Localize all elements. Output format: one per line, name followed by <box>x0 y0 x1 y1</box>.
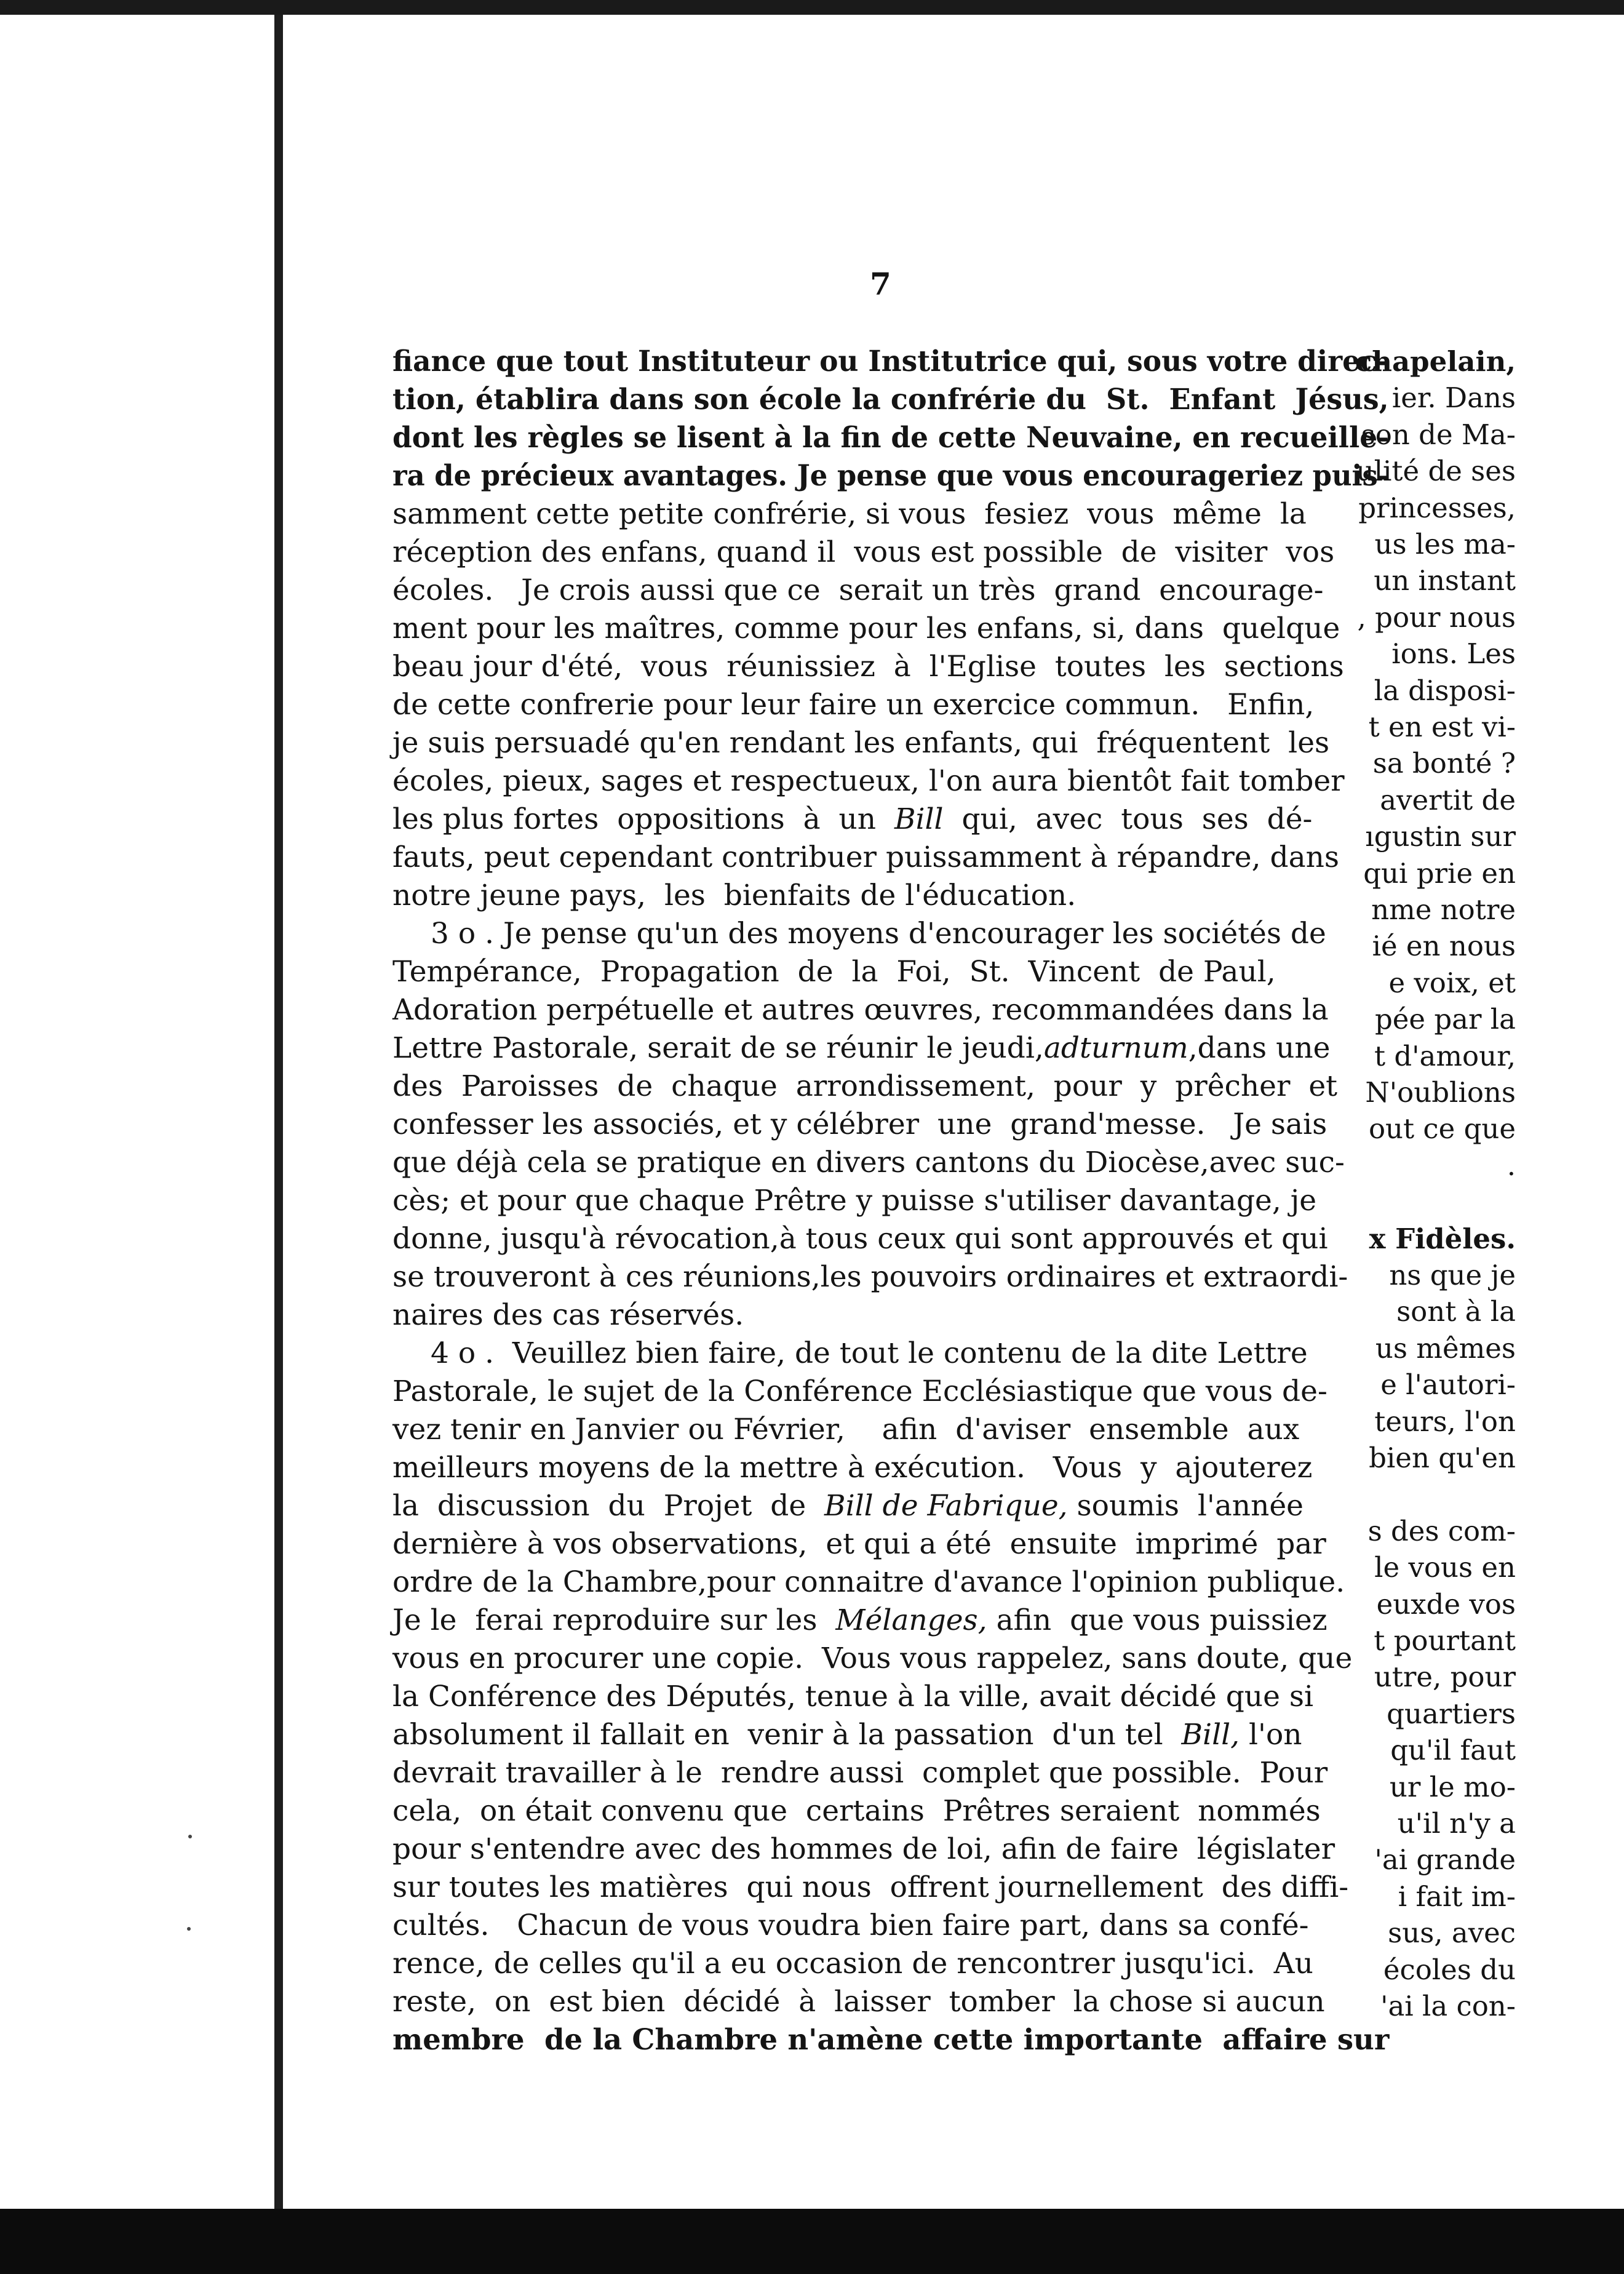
text-run: l'on <box>1240 1718 1302 1752</box>
text-run: des Paroisses de chaque arrondissement, pour y prêcher et <box>392 1069 1338 1103</box>
left-page-line: ié en nous <box>1372 930 1516 963</box>
italic-run: Bill <box>894 802 944 836</box>
text-run: absolument il fallait en venir à la passation d'un tel <box>392 1718 1182 1752</box>
text-run: Pastorale, le sujet de la Conférence Ecclésiastique que vous de- <box>392 1374 1327 1408</box>
left-page-line: nme notre <box>1371 893 1516 926</box>
text-run: pour s'entendre avec des hommes de loi, afin de faire législater <box>392 1832 1335 1866</box>
left-page-line: ier. Dans <box>1391 381 1516 415</box>
text-line <box>392 1526 1389 1563</box>
text-run: cultés. Chacun de vous voudra bien faire part, dans sa confé- <box>392 1909 1309 1942</box>
text-run: cela, on était convenu que certains Prêtres seraient nommés <box>392 1794 1321 1828</box>
italic-run: adturnum <box>1043 1031 1188 1065</box>
text-run: de cette confrerie pour leur faire un exercice commun. Enfin, <box>392 688 1315 722</box>
italic-run: Mélanges, <box>835 1603 987 1637</box>
text-run: notre jeune pays, les bienfaits de l'éducation. <box>392 879 1077 912</box>
left-page-line: x Fidèles. <box>1369 1222 1516 1255</box>
text-line <box>392 610 1389 647</box>
text-line <box>392 1373 1389 1410</box>
left-page-line: euxde vos <box>1376 1587 1516 1621</box>
text-line <box>392 687 1389 724</box>
left-page-line: teurs, l'on <box>1374 1405 1516 1438</box>
text-run: Tempérance, Propagation de la Foi, St. Vincent de Paul, <box>392 955 1276 989</box>
left-page-line: s des com- <box>1367 1514 1516 1547</box>
text-run: 3 o . Je pense qu'un des moyens d'encourager les sociétés de <box>431 917 1326 951</box>
text-line <box>392 877 1389 914</box>
left-page-line: princesses, <box>1358 491 1516 524</box>
text-line <box>392 1564 1389 1601</box>
left-page-line: bien qu'en <box>1369 1442 1516 1474</box>
text-run: sur toutes les matières qui nous offrent journellement des diffi- <box>392 1870 1349 1904</box>
text-line <box>392 534 1389 571</box>
text-line <box>392 801 1389 838</box>
left-page-line: out ce que <box>1368 1112 1516 1146</box>
text-line <box>392 458 1390 495</box>
text-line <box>392 1068 1389 1105</box>
text-run: meilleurs moyens de la mettre à exécution. Vous y ajouterez <box>392 1451 1313 1485</box>
text-run: ordre de la Chambre,pour connaitre d'avance l'opinion publique. <box>392 1565 1345 1599</box>
text-line <box>392 1602 1389 1639</box>
left-page-line: , pour nous <box>1357 600 1516 634</box>
left-page-line: t pourtant <box>1374 1624 1516 1657</box>
left-page <box>0 15 274 2209</box>
text-line <box>392 1259 1389 1296</box>
left-page-line: 'ai grande <box>1374 1843 1516 1877</box>
text-line <box>392 1183 1389 1219</box>
text-run: Je le ferai reproduire sur les <box>392 1603 836 1637</box>
left-page-line: la disposi- <box>1374 674 1516 707</box>
text-run: tion, établira dans son école la confrérie du St. Enfant Jésus, <box>392 383 1389 417</box>
left-page-line: son de Ma- <box>1361 418 1516 451</box>
text-line <box>392 1030 1389 1067</box>
text-run: écoles. Je crois aussi que ce serait un très grand encourage- <box>392 573 1324 607</box>
left-page-line: un instant <box>1374 564 1516 597</box>
text-line <box>431 916 1389 952</box>
text-line <box>392 648 1389 685</box>
text-line <box>392 763 1389 800</box>
speck <box>187 1927 191 1931</box>
text-line <box>392 1221 1389 1258</box>
left-page-line: us les ma- <box>1374 528 1516 561</box>
italic-run: Bill de Fabrique, <box>824 1489 1068 1523</box>
text-line <box>392 1640 1389 1677</box>
page-gutter <box>274 15 283 2209</box>
left-page-line: ulité de ses <box>1356 455 1516 488</box>
text-line <box>392 381 1389 418</box>
text-run: Adoration perpétuelle et autres œuvres, recommandées dans la <box>392 993 1329 1027</box>
text-line <box>392 1717 1389 1753</box>
text-run: ra de précieux avantages. Je pense que vous encourageriez puis- <box>392 459 1390 493</box>
top-edge <box>0 0 1624 15</box>
text-run: cès; et pour que chaque Prêtre y puisse s'utiliser davantage, je <box>392 1184 1317 1218</box>
text-run: naires des cas réservés. <box>392 1298 744 1332</box>
left-page-line: t en est vi- <box>1368 711 1516 743</box>
text-line <box>392 572 1389 609</box>
text-run: devrait travailler à le rendre aussi complet que possible. Pour <box>392 1756 1328 1790</box>
left-page-line: chapelain, <box>1355 345 1516 378</box>
left-page-line: sus, avec <box>1388 1917 1516 1950</box>
left-page-line: e voix, et <box>1388 966 1516 999</box>
left-page-line: e l'autori- <box>1380 1368 1516 1402</box>
speck <box>188 1835 192 1838</box>
text-run: la discussion du Projet de <box>392 1489 825 1523</box>
text-run: que déjà cela se pratique en divers cantons du Diocèse,avec suc- <box>392 1146 1345 1179</box>
text-line <box>392 1793 1389 1830</box>
text-run: les plus fortes oppositions à un <box>392 802 894 836</box>
text-line <box>431 1335 1389 1372</box>
text-run: 4 o . Veuillez bien faire, de tout le contenu de la dite Lettre <box>431 1336 1308 1370</box>
text-run: fauts, peut cependant contribuer puissamment à répandre, dans <box>392 840 1339 874</box>
left-page-line: quartiers <box>1387 1697 1516 1730</box>
text-line <box>392 1869 1389 1906</box>
text-line <box>392 1144 1389 1181</box>
text-line <box>392 1755 1389 1792</box>
left-page-line: ions. Les <box>1391 637 1516 671</box>
text-run: confesser les associés, et y célébrer une grand'messe. Je sais <box>392 1107 1327 1141</box>
text-run: ,dans une <box>1188 1031 1331 1065</box>
left-page-line: sa bonté ? <box>1372 747 1516 780</box>
text-line <box>392 1678 1389 1715</box>
text-line <box>392 1106 1389 1143</box>
text-line <box>392 992 1389 1029</box>
page-number: 7 <box>870 266 891 302</box>
left-page-line: avertit de <box>1380 783 1516 816</box>
text-line <box>392 1907 1389 1944</box>
text-line <box>392 343 1389 380</box>
left-page-line: . <box>1507 1149 1516 1182</box>
left-page-line: i fait im- <box>1398 1880 1516 1913</box>
text-run: dont les règles se lisent à la fin de cette Neuvaine, en recueille- <box>392 421 1389 455</box>
text-run: vez tenir en Janvier ou Février, afin d'aviser ensemble aux <box>392 1413 1300 1446</box>
text-line <box>392 1831 1389 1868</box>
text-run: samment cette petite confrérie, si vous fesiez vous même la <box>392 497 1307 531</box>
text-run: dernière à vos observations, et qui a été ensuite imprimé par <box>392 1527 1326 1561</box>
text-run: ment pour les maîtres, comme pour les enfans, si, dans quelque <box>392 612 1340 645</box>
text-line <box>392 1297 1389 1334</box>
text-run: membre de la Chambre n'amène cette importante affaire sur <box>392 2023 1390 2057</box>
bottom-edge <box>0 2209 1624 2274</box>
left-page-line: pée par la <box>1374 1003 1516 1036</box>
text-line <box>392 1411 1389 1448</box>
text-run: Lettre Pastorale, serait de se réunir le jeudi, <box>392 1031 1044 1065</box>
text-run: beau jour d'été, vous réunissiez à l'Eglise toutes les sections <box>392 650 1344 684</box>
left-page-line: qui prie en <box>1363 856 1516 890</box>
text-run: afin que vous puissiez <box>987 1603 1327 1637</box>
text-line <box>392 1945 1389 1982</box>
left-page-line: écoles du <box>1383 1953 1516 1986</box>
text-line <box>392 725 1389 762</box>
text-run: qui, avec tous ses dé- <box>943 802 1313 836</box>
left-page-line: qu'il faut <box>1390 1734 1516 1767</box>
left-page-line: u'il n'y a <box>1397 1807 1516 1840</box>
text-line <box>392 496 1389 533</box>
text-run: donne, jusqu'à révocation,à tous ceux qui sont approuvés et qui <box>392 1222 1328 1256</box>
text-line <box>392 1984 1389 2021</box>
left-page-line: sont à la <box>1396 1295 1516 1328</box>
left-page-line: le vous en <box>1374 1551 1516 1584</box>
left-page-line: 'ai la con- <box>1380 1990 1516 2022</box>
italic-run: Bill, <box>1181 1718 1240 1752</box>
text-run: soumis l'année <box>1067 1489 1304 1523</box>
text-line <box>392 839 1389 876</box>
text-run: réception des enfans, quand il vous est possible de visiter vos <box>392 535 1335 569</box>
text-run: écoles, pieux, sages et respectueux, l'on aura bientôt fait tomber <box>392 764 1345 798</box>
text-run: la Conférence des Députés, tenue à la ville, avait décidé que si <box>392 1680 1313 1713</box>
text-run: je suis persuadé qu'en rendant les enfants, qui fréquentent les <box>392 726 1330 760</box>
left-page-line: t d'amour, <box>1374 1039 1516 1072</box>
text-line <box>392 1488 1389 1525</box>
left-page-line: ns que je <box>1389 1259 1516 1291</box>
text-line <box>392 2022 1390 2059</box>
text-run: reste, on est bien décidé à laisser tomber la chose si aucun <box>392 1985 1325 2019</box>
text-run: se trouveront à ces réunions,les pouvoirs ordinaires et extraordi- <box>392 1260 1348 1294</box>
text-line <box>392 420 1389 457</box>
text-run: fiance que tout Instituteur ou Institutrice qui, sous votre direc- <box>392 345 1389 378</box>
left-page-line: ur le mo- <box>1389 1770 1516 1803</box>
text-line <box>392 954 1389 991</box>
left-page-line: N'oublions <box>1365 1076 1516 1109</box>
text-run: rence, de celles qu'il a eu occasion de rencontrer jusqu'ici. Au <box>392 1947 1313 1981</box>
left-page-line: us mêmes <box>1375 1331 1516 1365</box>
left-page-line: ıgustin sur <box>1365 820 1516 853</box>
left-page-line: utre, pour <box>1374 1661 1516 1694</box>
text-run: vous en procurer une copie. Vous vous rappelez, sans doute, que <box>392 1642 1353 1675</box>
text-line <box>392 1450 1389 1486</box>
